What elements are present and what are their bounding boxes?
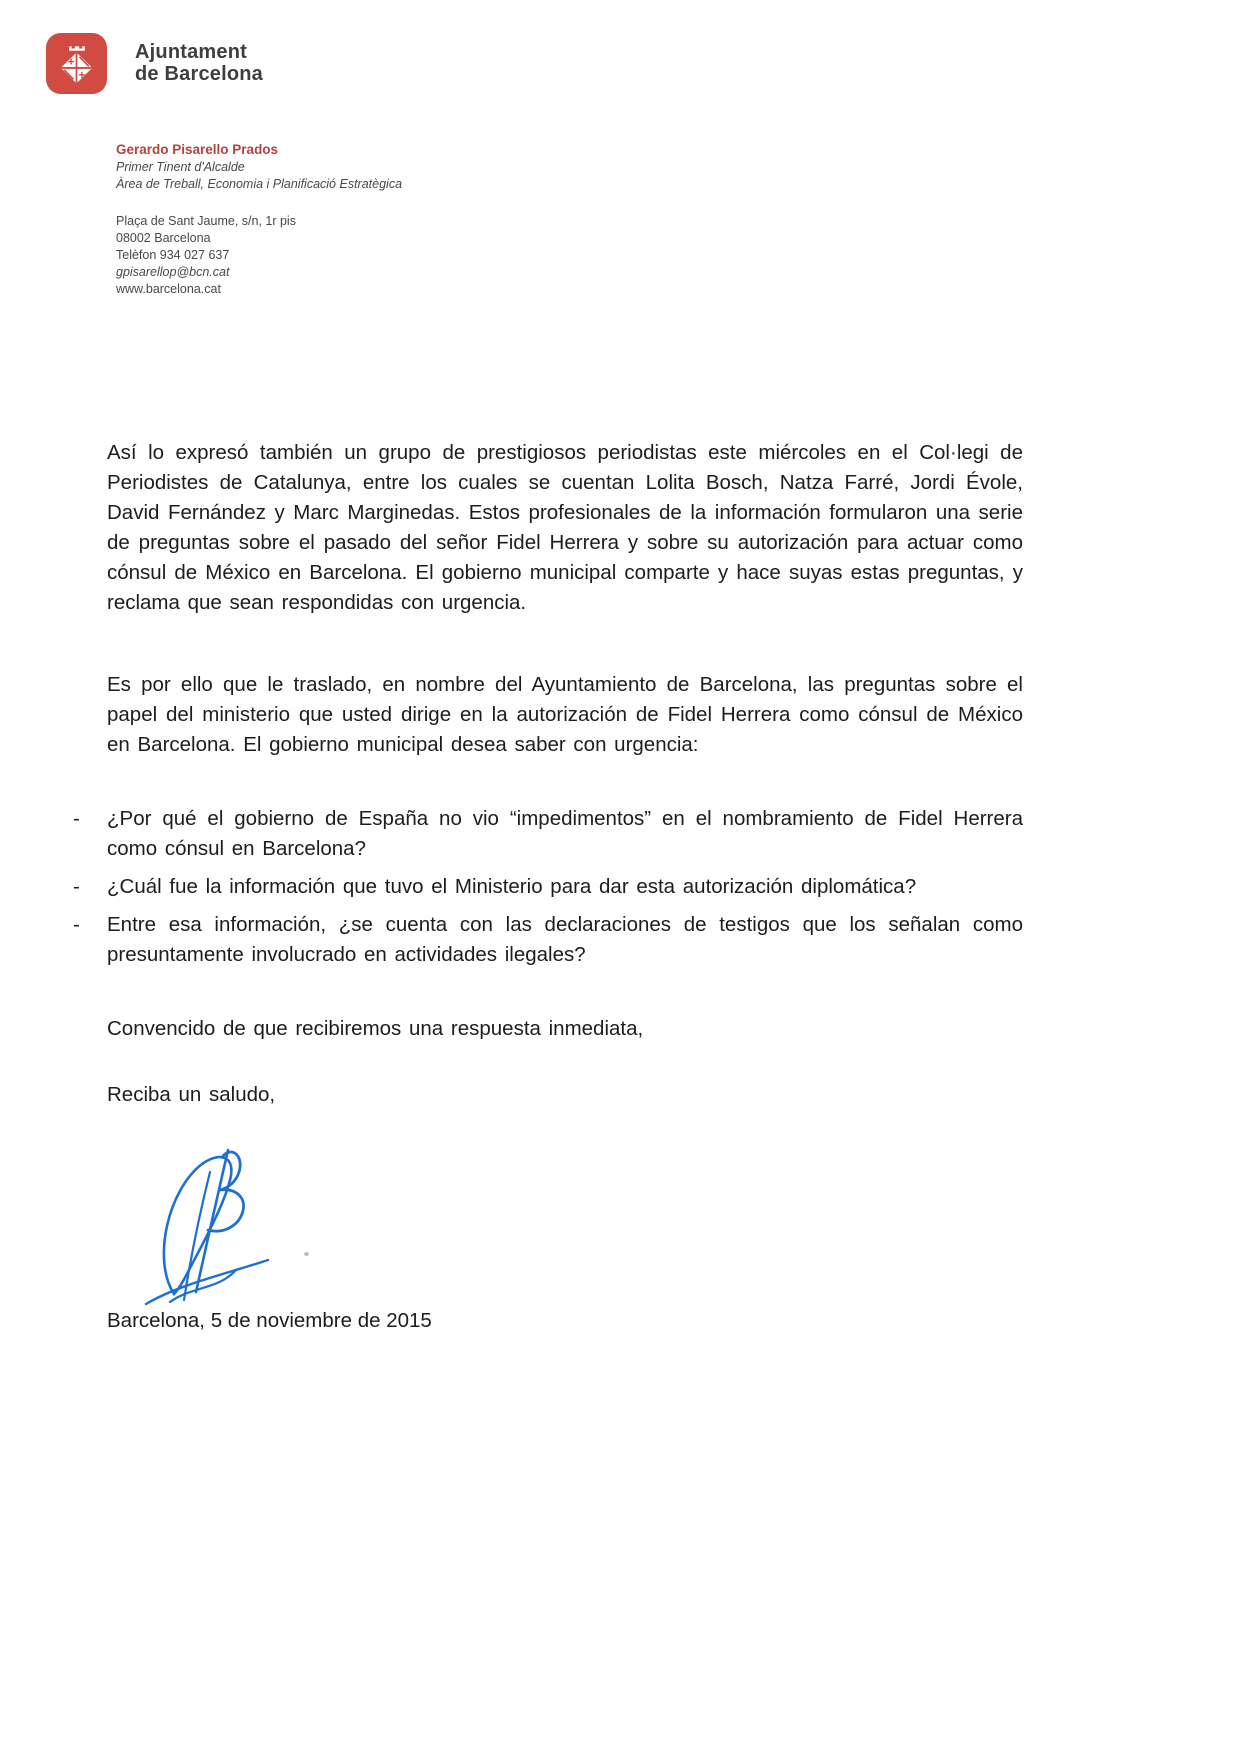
bullet-dash-marker: - — [73, 875, 80, 898]
handwritten-signature — [140, 1142, 308, 1314]
sender-name: Gerardo Pisarello Prados — [116, 142, 279, 157]
question-item — [73, 910, 1023, 970]
phone-line: Telèfon 934 027 637 — [116, 248, 230, 262]
bullet-dash-marker: - — [73, 913, 80, 936]
question-text: Entre esa información, ¿se cuenta con las declaraciones de testigos que los señalan como presuntamente involucrado en actividades ilegales? — [107, 913, 1023, 966]
sender-department: Àrea de Treball, Economia i Planificació Estratègica — [116, 177, 403, 191]
barcelona-coat-of-arms-icon — [45, 32, 108, 95]
org-name-line1: Ajuntament — [135, 41, 247, 63]
address-line2: 08002 Barcelona — [116, 231, 211, 245]
question-text: ¿Cuál fue la información que tuvo el Ministerio para dar esta autorización diplomática? — [107, 875, 917, 898]
closing-line-1: Convencido de que recibiremos una respuesta inmediata, — [107, 1017, 644, 1040]
letterhead-logo — [45, 32, 263, 95]
question-item — [73, 872, 1023, 902]
body-paragraph-1: Así lo expresó también un grupo de prestigiosos periodistas este miércoles en el Col·legi de Periodistes de Catalunya, entre los cuales se cuentan Lolita Bosch, Natza Farré, Jordi Évole, David Fernández y Marc Marginedas. Estos profesionales de la información formularon una serie de preguntas sobre el pasado del señor Fidel Herrera y sobre su autorización para actuar como cónsul de México en Barcelona. El gobierno municipal comparte y hace suyas estas preguntas, y reclama que sean respondidas con urgencia. — [107, 441, 1023, 614]
question-item — [73, 804, 1023, 864]
closing-line-2: Reciba un saludo, — [107, 1083, 276, 1106]
email-line: gpisarellop@bcn.cat — [116, 265, 230, 279]
bullet-dash-marker: - — [73, 807, 80, 830]
address-line1: Plaça de Sant Jaume, s/n, 1r pis — [116, 214, 296, 228]
org-name-line2: de Barcelona — [135, 63, 264, 85]
website-line: www.barcelona.cat — [116, 282, 221, 296]
question-text: ¿Por qué el gobierno de España no vio “impedimentos” en el nombramiento de Fidel Herrera como cónsul en Barcelona? — [107, 807, 1023, 860]
body-paragraph-2: Es por ello que le traslado, en nombre del Ayuntamiento de Barcelona, las preguntas sobre el papel del ministerio que usted dirige en la autorización de Fidel Herrera como cónsul de México en Barcelona. El gobierno municipal desea saber con urgencia: — [107, 673, 1023, 756]
scan-speck — [304, 1252, 309, 1256]
contact-block — [116, 213, 296, 298]
org-name — [135, 41, 263, 85]
sender-block — [116, 141, 402, 193]
dateline: Barcelona, 5 de noviembre de 2015 — [107, 1309, 432, 1332]
letter-body — [73, 438, 1023, 1110]
question-list — [73, 804, 1023, 970]
sender-title: Primer Tinent d'Alcalde — [116, 160, 245, 174]
